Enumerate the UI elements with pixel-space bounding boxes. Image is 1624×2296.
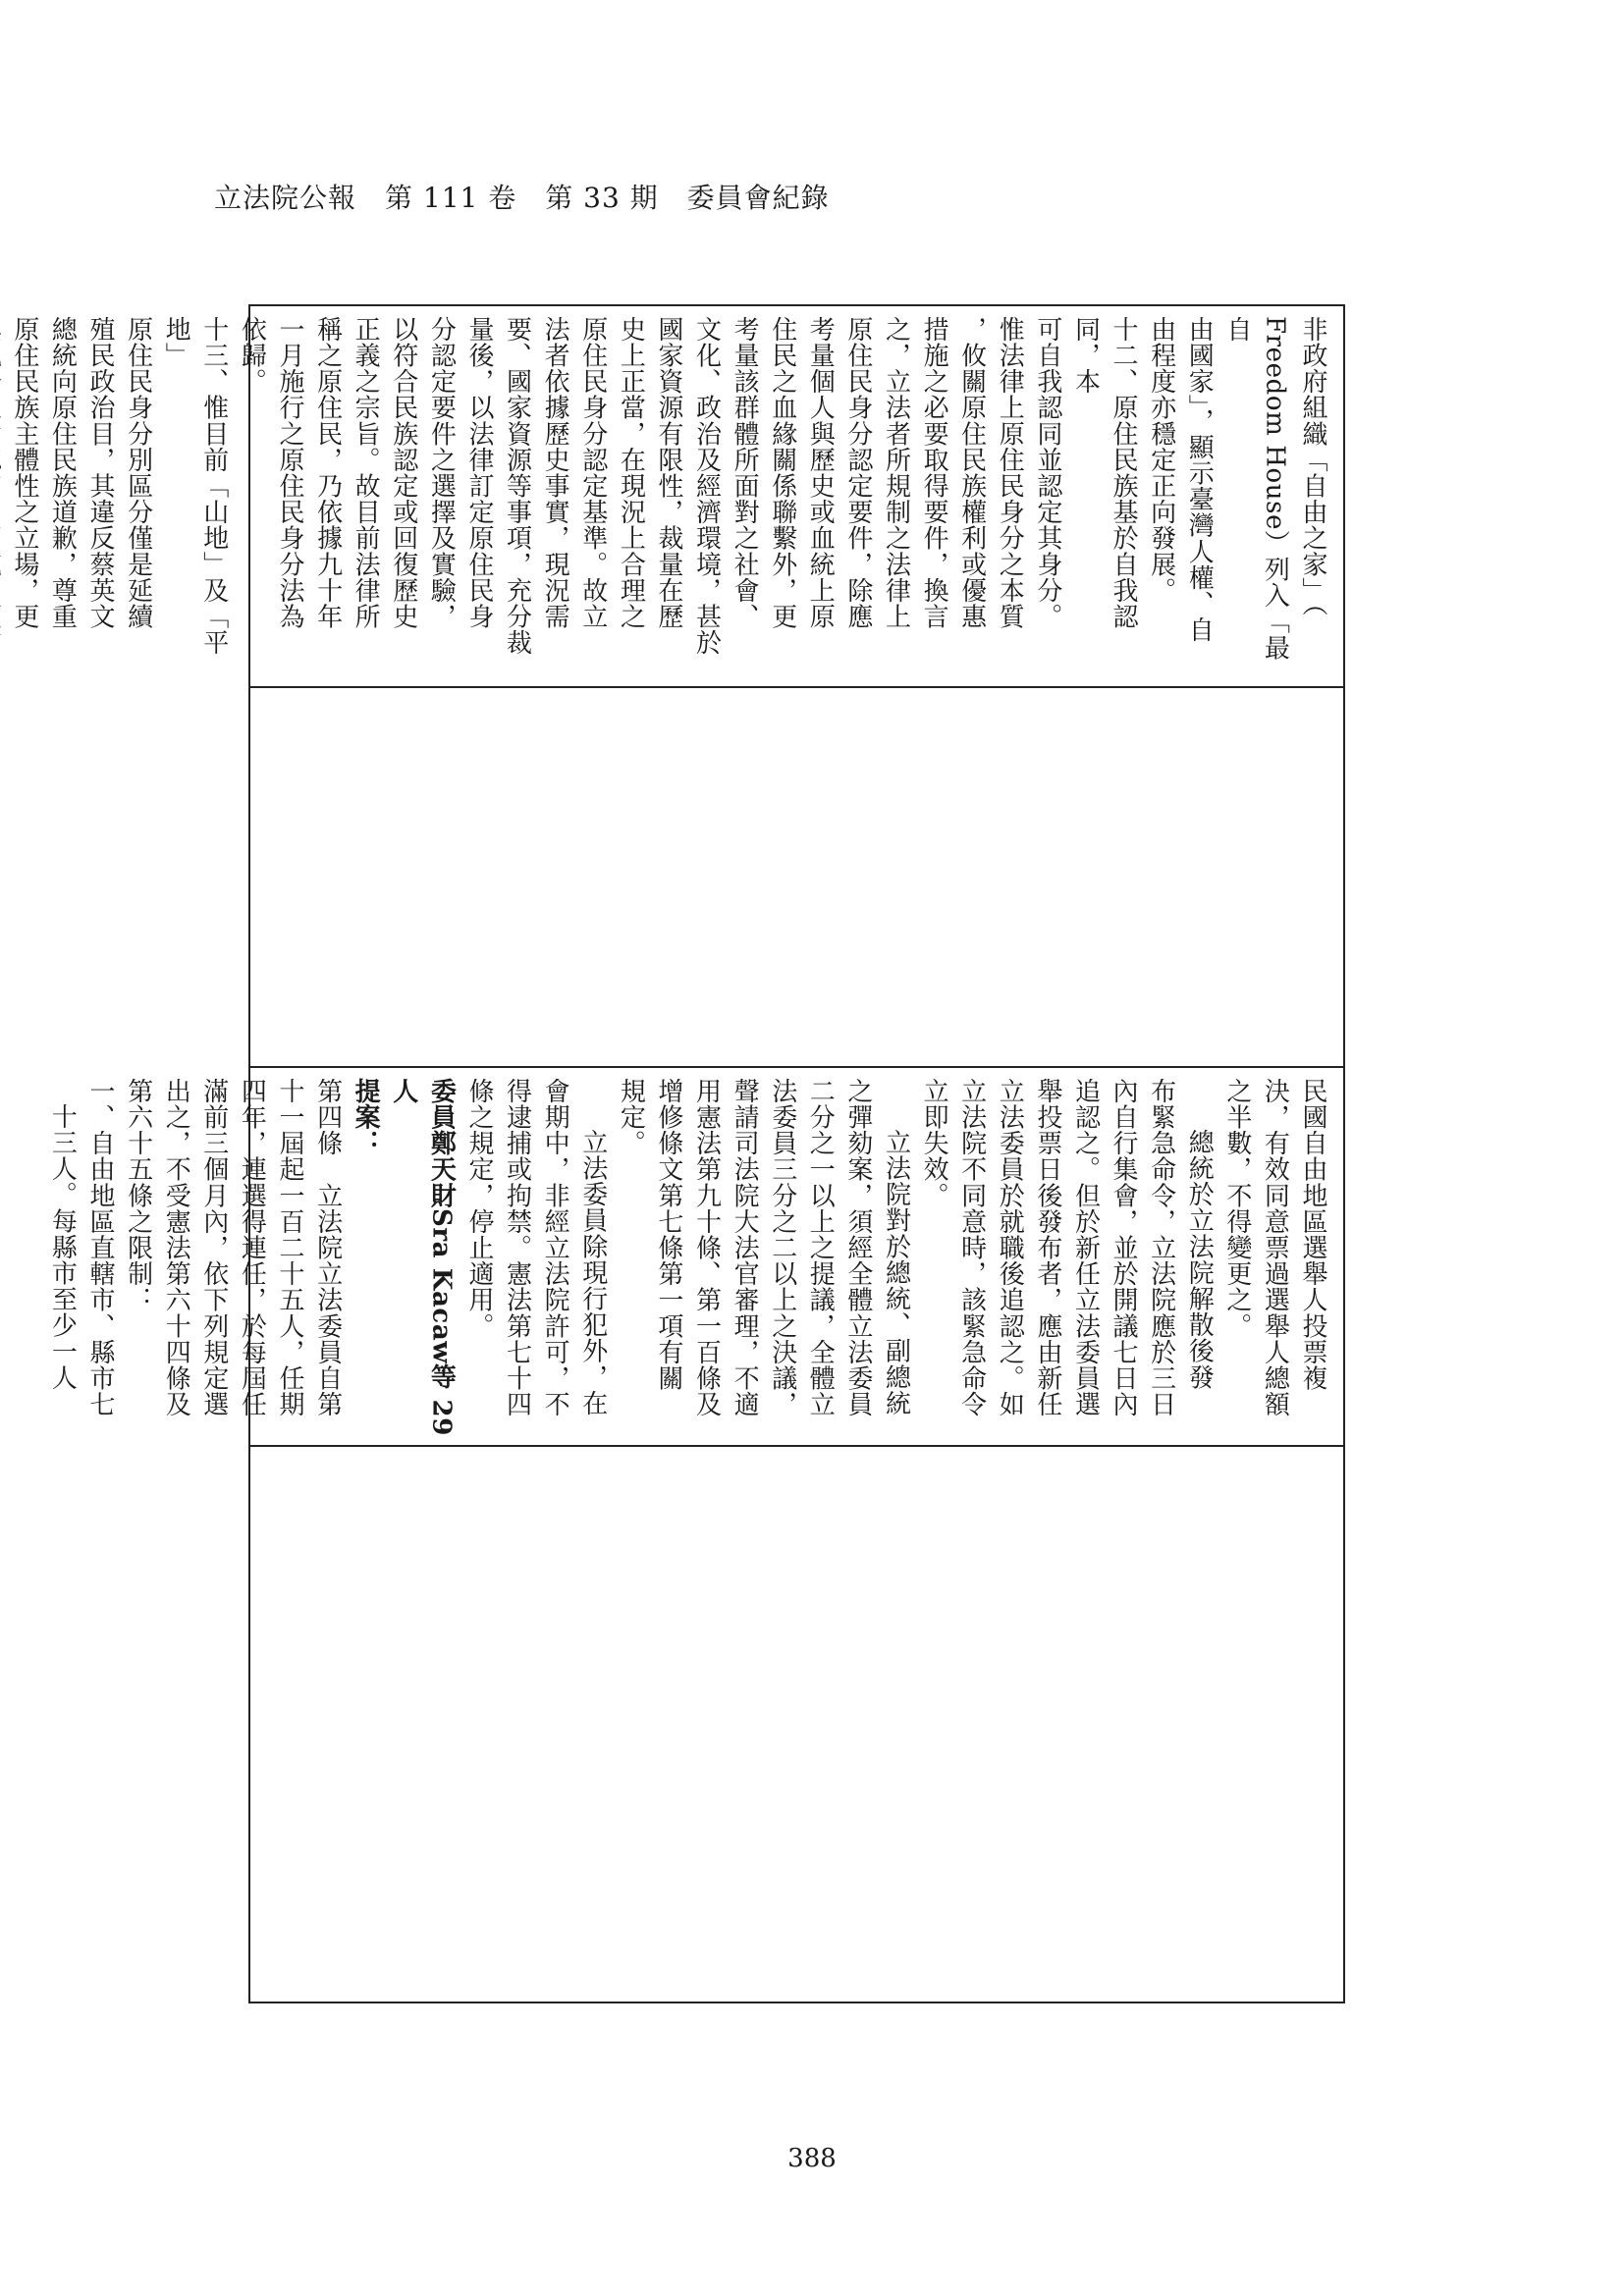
text-line: 原住民身分認定基準。故立 xyxy=(577,316,608,630)
text-line: 考量個人與歷史或血統上原 xyxy=(805,316,836,630)
text-line: 十三、惟目前「山地」及「平地」 xyxy=(161,316,229,656)
text-line: 立法院不同意時，該緊急命令 xyxy=(956,1078,987,1417)
text-line: 史上正當，在現況上合理之 xyxy=(616,316,646,630)
text-line: 殖民政治目，其違反蔡英文 xyxy=(85,316,115,630)
page-header: 立法院公報 第 111 卷 第 33 期 委員會紀錄 xyxy=(214,182,830,214)
text-line: 規定。 xyxy=(616,1078,646,1156)
text-line: 總統向原住民族道歉，尊重 xyxy=(47,316,78,630)
cell-top xyxy=(9,306,1343,686)
text-line: 會期中，非經立法院許可，不 xyxy=(540,1078,570,1417)
cell-bottom xyxy=(250,1447,1343,2003)
cell-lower xyxy=(47,1068,1343,1445)
text-line: 民國自由地區選舉人投票複 xyxy=(1298,1078,1327,1392)
text-line xyxy=(0,316,5,678)
text-line: 分認定要件之選擇及實驗， xyxy=(426,316,457,630)
text-line: 立法院對於總統、副總統 xyxy=(881,1129,911,1416)
text-line: 提案： xyxy=(351,1078,381,1156)
text-line: 文化、政治及經濟環境，甚於 xyxy=(691,316,722,656)
cell-lower-text xyxy=(43,1078,1331,1437)
text-line: 以符合民族認定或回復歷史 xyxy=(388,316,418,630)
text-line: 內自行集會，並於開議七日內 xyxy=(1109,1078,1139,1417)
text-line: 非政府組織「自由之家」（ xyxy=(1298,316,1327,617)
page-number: 388 xyxy=(787,2144,837,2173)
text-line: 第四條 立法院立法委員自第 xyxy=(312,1078,343,1417)
text-line: 立即失效。 xyxy=(919,1078,949,1208)
text-line: 聲請司法院大法官審理，不適 xyxy=(730,1078,760,1417)
text-line: 要、國家資源等事項，充分裁 xyxy=(502,316,532,656)
text-line: 四年，連選得連任，於每屆任 xyxy=(237,1078,267,1417)
cell-middle xyxy=(250,688,1343,1066)
text-line: ，攸關原住民族權利或優惠 xyxy=(956,316,987,630)
text-line: 得逮捕或拘禁。憲法第七十四 xyxy=(502,1078,532,1417)
document-table xyxy=(9,304,1345,2003)
text-line: 之彈劾案，須經全體立法委員 xyxy=(842,1078,873,1417)
text-line: 舉投票日後發布者，應由新任 xyxy=(1032,1078,1062,1417)
text-line: 住民之血緣關係聯繫外，更 xyxy=(767,316,797,630)
text-line: 國家資源有限性，裁量在歷 xyxy=(653,316,683,630)
text-line: 十一屆起一百二十五人，任期 xyxy=(274,1078,304,1417)
text-line: 措施之必要取得要件，換言 xyxy=(919,316,949,630)
text-line: 立法委員於就職後追認之。如 xyxy=(995,1078,1025,1417)
text-line: 決，有效同意票過選舉人總額 xyxy=(1260,1078,1290,1417)
text-line: 十二、原住民族基於自我認同，本 xyxy=(1070,316,1139,630)
text-line: 第六十五條之限制： xyxy=(123,1078,153,1313)
text-line: 布緊急命令，立法院應於三日 xyxy=(1146,1078,1176,1417)
text-line: 條之規定，停止適用。 xyxy=(463,1078,494,1339)
text-line: 由國家」，顯示臺灣人權、自 xyxy=(1184,316,1215,643)
text-line: 正義之宗旨。故目前法律所 xyxy=(351,316,381,630)
text-line: 稱之原住民，乃依據九十年 xyxy=(312,316,343,630)
text-line: 依歸。 xyxy=(237,316,267,395)
text-line: 原住民身分認定要件，除應 xyxy=(842,316,873,630)
text-line: 由程度亦穩定正向發展。 xyxy=(1146,316,1176,604)
text-line: 之，立法者所規制之法律上 xyxy=(881,316,911,630)
text-line: 一、自由地區直轄市、縣市七 xyxy=(85,1078,115,1417)
text-line: Freedom House）列入「最自 xyxy=(1221,316,1290,662)
text-line: 一月施行之原住民身分法為 xyxy=(274,316,304,630)
text-line: 之半數，不得變更之。 xyxy=(1221,1078,1252,1339)
text-line: 二分之一以上之提議，全體立 xyxy=(805,1078,836,1417)
text-line: 十三人。每縣市至少一人 xyxy=(47,1103,78,1391)
text-line: 原住民族主體性之立場，更 xyxy=(9,316,39,630)
cell-top-text xyxy=(0,316,1331,678)
text-line: 可自我認同並認定其身分。 xyxy=(1032,316,1062,630)
text-line: 總統於立法院解散後發 xyxy=(1184,1129,1215,1390)
text-line: 法委員三分之二以上之決議， xyxy=(767,1078,797,1417)
text-line: 法者依據歷史事實，現況需 xyxy=(540,316,570,630)
text-line: 增修條文第七條第一項有關 xyxy=(653,1078,683,1392)
text-line: 原住民身分別區分僅是延續 xyxy=(123,316,153,630)
text-line: 考量該群體所面對之社會、 xyxy=(730,316,760,630)
text-line: 量後，以法律訂定原住民身 xyxy=(463,316,494,630)
text-line: 出之，不受憲法第六十四條及 xyxy=(161,1078,191,1417)
text-line: 滿前三個月內，依下列規定選 xyxy=(198,1078,229,1417)
text-line: 用憲法第九十條、第一百條及 xyxy=(691,1078,722,1417)
text-line: 追認之。但於新任立法委員選 xyxy=(1070,1078,1101,1417)
text-line: 立法委員除現行犯外，在 xyxy=(577,1129,608,1416)
text-line: 惟法律上原住民身分之本質 xyxy=(995,316,1025,630)
text-line: 委員鄭天財Sra Kacaw等 29 人 xyxy=(388,1078,457,1436)
